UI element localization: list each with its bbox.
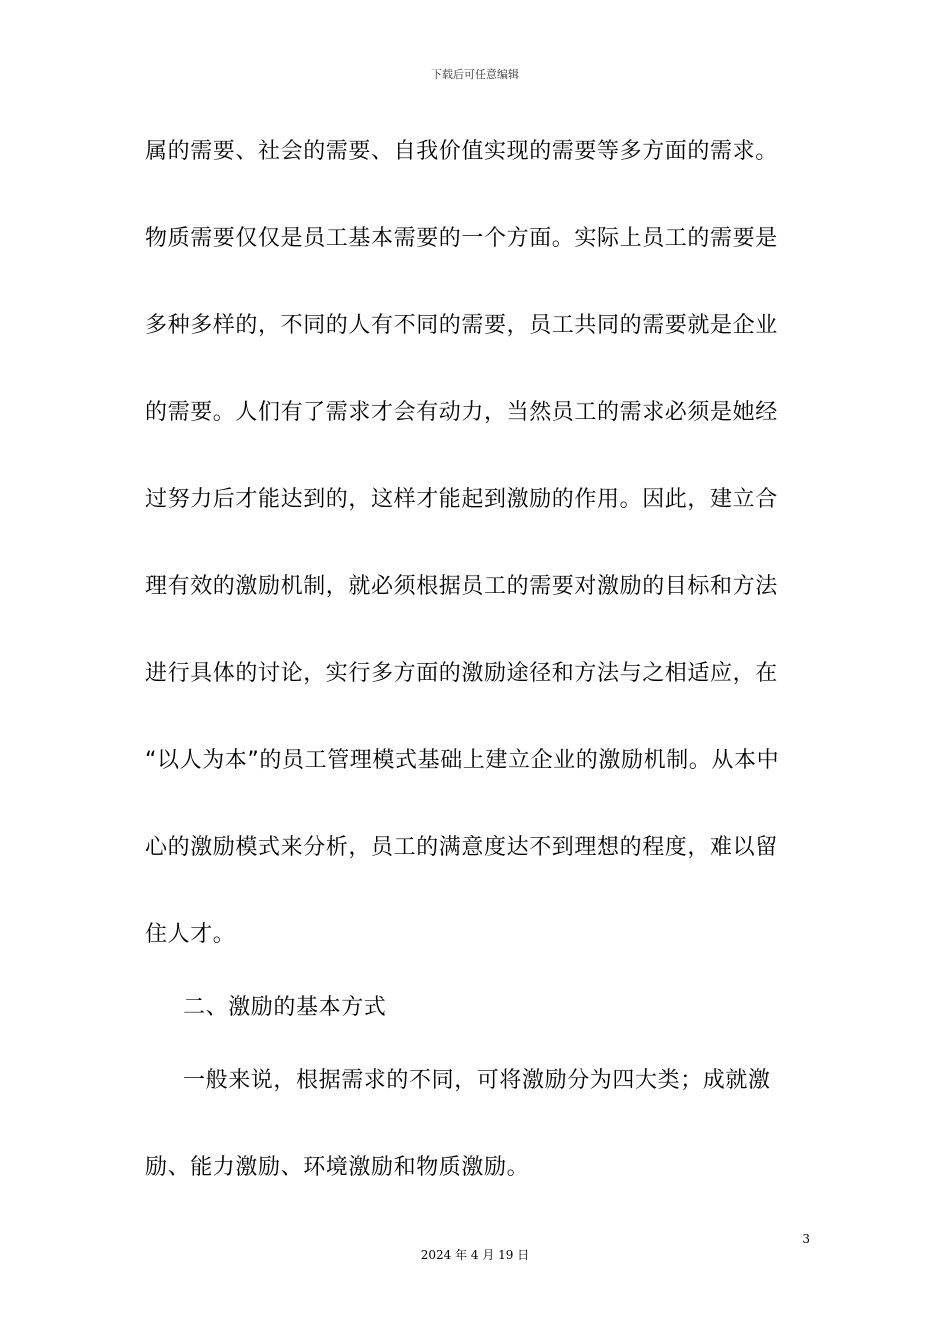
body-line: 物质需要仅仅是员工基本需要的一个方面。实际上员工的需要是 — [145, 226, 778, 251]
footer-date: 2024 年 4 月 19 日 — [420, 1248, 530, 1262]
body-line: 心的激励模式来分析，员工的满意度达不到理想的程度，难以留 — [145, 835, 778, 860]
section-heading: 二、激励的基本方式 — [183, 995, 387, 1020]
body-line: 多种多样的，不同的人有不同的需要，员工共同的需要就是企业 — [145, 313, 778, 338]
page-number: 3 — [802, 1232, 810, 1246]
body-line: 过努力后才能达到的，这样才能起到激励的作用。因此，建立合 — [145, 487, 778, 512]
body-line: 励、能力激励、环境激励和物质激励。 — [145, 1155, 530, 1180]
body-line: 属的需要、社会的需要、自我价值实现的需要等多方面的需求。 — [145, 139, 778, 164]
page-header: 下载后可任意编辑 — [431, 68, 519, 81]
body-line: 一般来说，根据需求的不同，可将激励分为四大类；成就激 — [183, 1068, 771, 1093]
body-line: 进行具体的讨论，实行多方面的激励途径和方法与之相适应，在 — [145, 661, 778, 686]
body-line: 理有效的激励机制，就必须根据员工的需要对激励的目标和方法 — [145, 574, 778, 599]
body-line: “以人为本”的员工管理模式基础上建立企业的激励机制。从本中 — [145, 748, 780, 773]
body-line: 的需要。人们有了需求才会有动力，当然员工的需求必须是她经 — [145, 400, 778, 425]
body-line: 住人才。 — [145, 922, 236, 947]
